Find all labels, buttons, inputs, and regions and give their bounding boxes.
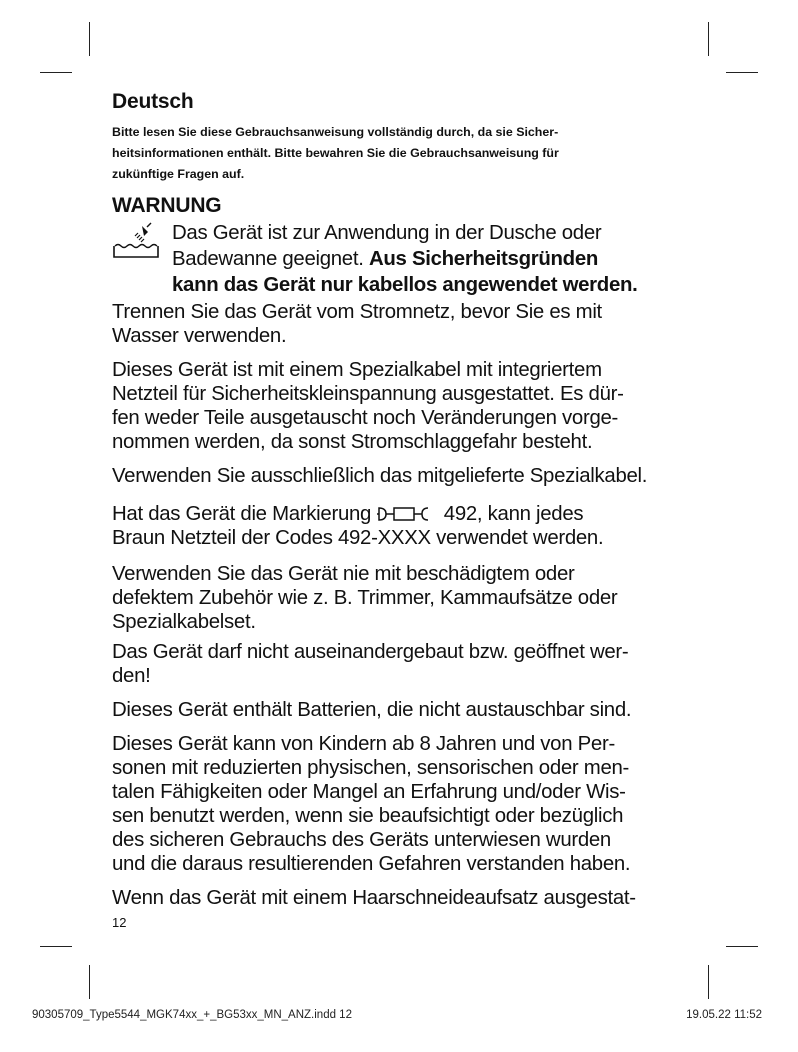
intro-line: Bitte lesen Sie diese Gebrauchsanweisung vollständig durch, da sie Sicher- bbox=[112, 125, 559, 139]
paragraph-line: Dieses Gerät ist mit einem Spezialkabel mit integriertem bbox=[112, 359, 602, 381]
paragraph-batteries bbox=[112, 698, 692, 722]
paragraph-line: defektem Zubehör wie z. B. Trimmer, Kammaufsätze oder bbox=[112, 587, 618, 609]
warning-line-1: Das Gerät ist zur Anwendung in der Dusche oder bbox=[172, 222, 602, 244]
intro-line: heitsinformationen enthält. Bitte bewahren Sie die Gebrauchsanweisung für bbox=[112, 146, 559, 160]
crop-mark-bottom-right-horizontal bbox=[726, 946, 758, 947]
page-number: 12 bbox=[112, 915, 127, 930]
paragraph-line: und die daraus resultierenden Gefahren verstanden haben. bbox=[112, 853, 631, 875]
crop-mark-bottom-right-vertical bbox=[708, 965, 709, 999]
paragraph-line: Dieses Gerät enthält Batterien, die nicht austauschbar sind. bbox=[112, 699, 632, 721]
paragraph-line: talen Fähigkeiten oder Mangel an Erfahrung und/oder Wis- bbox=[112, 781, 626, 803]
paragraph-line: Spezialkabelset. bbox=[112, 611, 256, 633]
paragraph-line: Trennen Sie das Gerät vom Stromnetz, bevor Sie es mit bbox=[112, 301, 602, 323]
paragraph-hair-attachment bbox=[112, 886, 692, 910]
paragraph-line: des sicheren Gebrauchs des Geräts unterwiesen wurden bbox=[112, 829, 611, 851]
paragraph-damaged-accessories bbox=[112, 562, 692, 634]
crop-mark-top-left-vertical bbox=[89, 22, 90, 56]
paragraph-line: sonen mit reduzierten physischen, sensorischen oder men- bbox=[112, 757, 630, 779]
paragraph-line: Netzteil für Sicherheitskleinspannung ausgestattet. Es dür- bbox=[112, 383, 624, 405]
crop-mark-top-right-vertical bbox=[708, 22, 709, 56]
paragraph-line: Wenn das Gerät mit einem Haarschneideaufsatz ausgestat- bbox=[112, 887, 636, 909]
paragraph-line: den! bbox=[112, 665, 151, 687]
paragraph-line: Verwenden Sie ausschließlich das mitgelieferte Spezialkabel. bbox=[112, 465, 648, 487]
paragraph-supplied-cable bbox=[112, 464, 692, 488]
paragraph-text: Hat das Gerät die Markierung bbox=[112, 503, 377, 525]
shower-bathtub-icon bbox=[112, 222, 160, 260]
paragraph-line: Das Gerät darf nicht auseinandergebaut bzw. geöffnet wer- bbox=[112, 641, 629, 663]
paragraph-line: Dieses Gerät kann von Kindern ab 8 Jahren und von Per- bbox=[112, 733, 615, 755]
paragraph-marking bbox=[112, 502, 692, 550]
crop-mark-top-left-horizontal bbox=[40, 72, 72, 73]
crop-mark-bottom-left-vertical bbox=[89, 965, 90, 999]
warning-text bbox=[172, 220, 692, 298]
power-adapter-symbol-icon bbox=[376, 505, 438, 523]
paragraph-line: fen weder Teile ausgetauscht noch Veränderungen vorge- bbox=[112, 407, 619, 429]
footer-date: 19.05.22 11:52 bbox=[686, 1009, 762, 1021]
paragraph-disassembly bbox=[112, 640, 692, 688]
warning-title: WARNUNG bbox=[112, 194, 222, 217]
paragraph-text: 492, kann jedes bbox=[438, 503, 584, 525]
warning-bold-2: kann das Gerät nur kabellos angewendet werden. bbox=[172, 274, 638, 296]
footer-file-name: 90305709_Type5544_MGK74xx_+_BG53xx_MN_ANZ.indd 12 bbox=[32, 1009, 352, 1021]
warning-bold-1: Aus Sicherheitsgründen bbox=[368, 248, 599, 270]
paragraph-line: Braun Netzteil der Codes 492-XXXX verwendet werden. bbox=[112, 527, 604, 549]
warning-line-2: Badewanne geeignet. bbox=[172, 248, 369, 270]
paragraph-line: Wasser verwenden. bbox=[112, 325, 287, 347]
section-heading: Deutsch bbox=[112, 90, 194, 113]
paragraph-line: nommen werden, da sonst Stromschlaggefahr besteht. bbox=[112, 431, 593, 453]
paragraph-disconnect bbox=[112, 300, 692, 348]
paragraph-line: Verwenden Sie das Gerät nie mit beschädigtem oder bbox=[112, 563, 575, 585]
paragraph-children bbox=[112, 732, 692, 876]
crop-mark-bottom-left-horizontal bbox=[40, 946, 72, 947]
intro-text bbox=[112, 122, 672, 185]
paragraph-special-cable bbox=[112, 358, 692, 454]
intro-line: zukünftige Fragen auf. bbox=[112, 167, 245, 181]
crop-mark-top-right-horizontal bbox=[726, 72, 758, 73]
paragraph-line: sen benutzt werden, wenn sie beaufsichtigt oder bezüglich bbox=[112, 805, 624, 827]
